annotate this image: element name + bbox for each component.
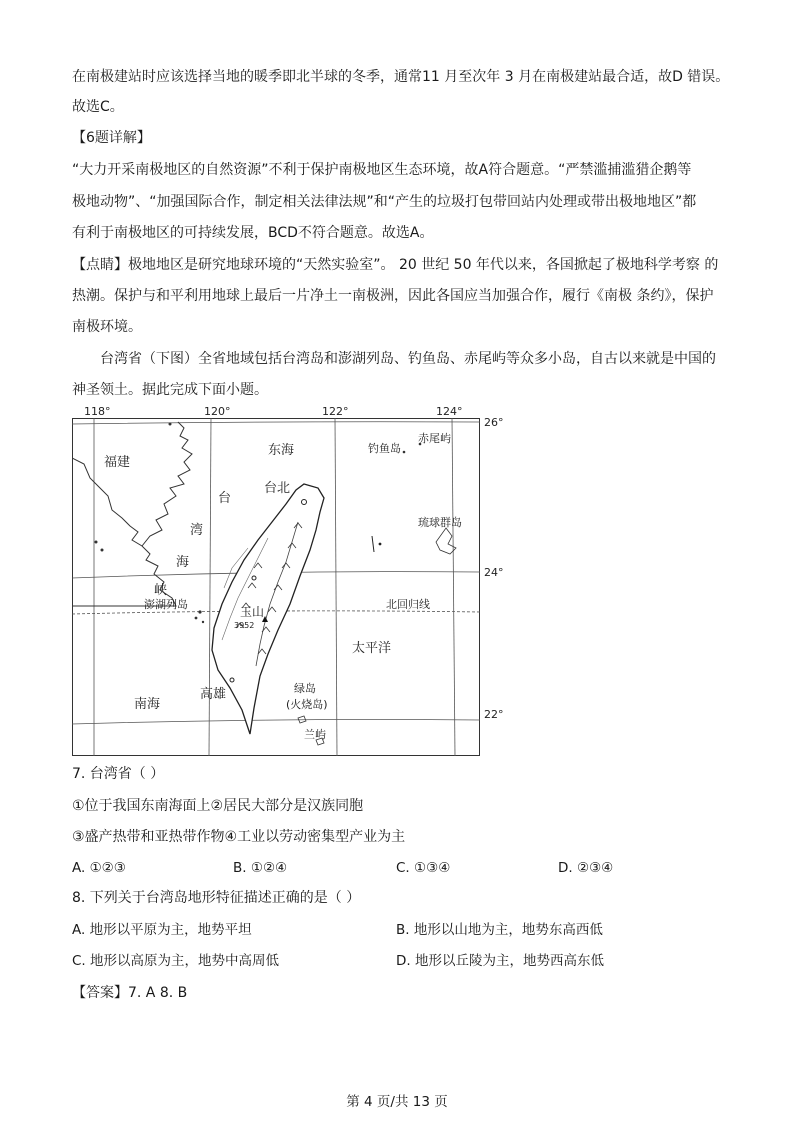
label-tai: 台: [218, 491, 232, 506]
label-huoshaodao: (火烧岛): [286, 698, 328, 711]
label-donghai: 东海: [268, 443, 295, 458]
answer-line: 【答案】7. A 8. B: [72, 985, 188, 1001]
text-line-10: 台湾省（下图）全省地域包括台湾岛和澎湖列岛、钓鱼岛、赤尾屿等众多小岛，自古以来就是中国的: [100, 351, 716, 367]
label-wan: 湾: [190, 523, 204, 538]
lon-tick-120: 120°: [204, 405, 231, 418]
q8-option-d: D. 地形以丘陵为主，地势西高东低: [396, 953, 604, 969]
q8-option-b: B. 地形以山地为主，地势东高西低: [396, 922, 603, 938]
q8-stem: 8. 下列关于台湾岛地形特征描述正确的是（ ）: [72, 890, 361, 906]
label-nanhai: 南海: [134, 697, 161, 712]
label-chiweiyu: 赤尾屿: [418, 432, 451, 445]
label-taibei: 台北: [264, 481, 291, 496]
label-hai: 海: [176, 555, 190, 570]
gaoxiong-dot: [230, 678, 234, 682]
q7-stem: 7. 台湾省（ ）: [72, 766, 165, 782]
islet: [379, 543, 382, 546]
text-line-2: 故选C。: [72, 99, 124, 115]
penghu-islet: [202, 621, 204, 623]
lon-tick-124: 124°: [436, 405, 463, 418]
islet: [95, 541, 98, 544]
page-footer: 第 4 页/共 13 页: [346, 1094, 448, 1110]
city-dot: [252, 576, 256, 580]
lat-tick-24: 24°: [484, 566, 504, 579]
text-line-9: 南极环境。: [72, 319, 142, 335]
lon-tick-118: 118°: [84, 405, 111, 418]
text-line-11: 神圣领土。据此完成下面小题。: [72, 382, 268, 398]
label-fujian: 福建: [104, 455, 131, 470]
text-line-6: 有利于南极地区的可持续发展，BCD不符合题意。故选A。: [72, 225, 434, 241]
label-xia: 峡: [154, 583, 168, 598]
text-line-4: “大力开采南极地区的自然资源”不利于保护南极地区生态环境，故A符合题意。“严禁滥捕滥猎企鹅等: [72, 162, 692, 178]
label-tropic: 北回归线: [386, 598, 430, 611]
label-diaoyudao: 钓鱼岛: [368, 442, 401, 455]
label-ryukyu: 琉球群岛: [418, 516, 462, 529]
label-gaoxiong: 高雄: [200, 687, 227, 702]
lat-tick-26: 26°: [484, 416, 504, 429]
label-yushan-height: 3952: [234, 621, 255, 630]
lon-tick-122: 122°: [322, 405, 349, 418]
islet: [101, 549, 104, 552]
label-lanyu: 兰屿: [304, 728, 326, 741]
text-line-7: 【点睛】极地地区是研究地球环境的“天然实验室”。 20 世纪 50 年代以来，各国掀起了极地科学考察 的: [72, 257, 719, 273]
lat-tick-22: 22°: [484, 708, 504, 721]
penghu-islet: [195, 617, 198, 620]
taibei-dot: [302, 500, 307, 505]
q7-option-c: C. ①③④: [396, 860, 451, 876]
section-heading: 【6题详解】: [72, 130, 151, 146]
label-taipingyang: 太平洋: [352, 641, 392, 656]
q7-option-d: D. ②③④: [558, 860, 614, 876]
label-lvdao: 绿岛: [294, 682, 316, 695]
text-line-5: 极地动物”、“加强国际合作，制定相关法律法规”和“产生的垃圾打包带回站内处理或带出极地地区”都: [72, 194, 697, 210]
penghu-islet: [198, 610, 201, 613]
text-line-8: 热潮。保护与和平利用地球上最后一片净土一南极洲，因此各国应当加强合作，履行《南极 条约》，保护: [72, 288, 714, 304]
q8-option-a: A. 地形以平原为主，地势平坦: [72, 922, 252, 938]
diaoyudao-marker: [403, 451, 406, 454]
islet: [169, 423, 172, 426]
taiwan-map: [72, 418, 480, 756]
text-line-1: 在南极建站时应该选择当地的暖季即北半球的冬季，通常11 月至次年 3 月在南极建站最合适，故D 错误。: [72, 69, 730, 85]
q7-statements-1: ①位于我国东南海面上②居民大部分是汉族同胞: [72, 798, 364, 814]
q7-option-a: A. ①②③: [72, 860, 126, 876]
label-yushan: 玉山: [240, 605, 265, 619]
q8-option-c: C. 地形以高原为主，地势中高周低: [72, 953, 280, 969]
q7-statements-2: ③盛产热带和亚热带作物④工业以劳动密集型产业为主: [72, 829, 406, 845]
q7-option-b: B. ①②④: [233, 860, 288, 876]
label-penghu: 澎湖列岛: [144, 598, 188, 611]
